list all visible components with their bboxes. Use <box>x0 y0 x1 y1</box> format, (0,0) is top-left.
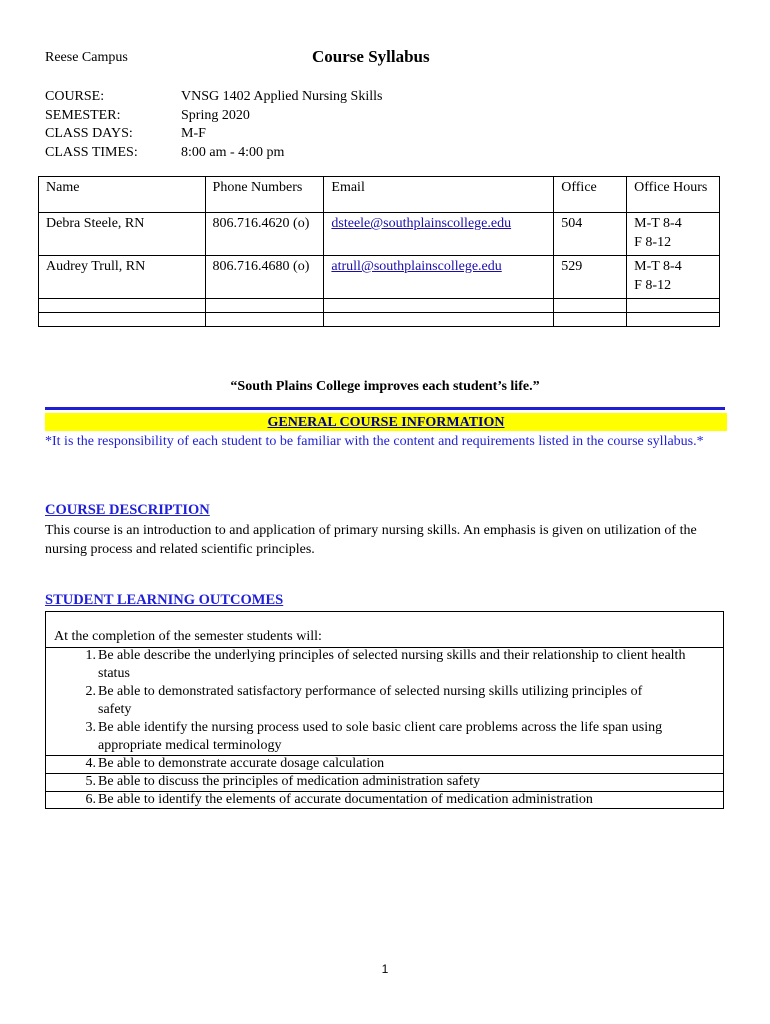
outcomes-intro: At the completion of the semester students will: <box>54 629 322 644</box>
table-header-row <box>39 177 720 213</box>
course-info-row <box>45 107 382 126</box>
outcome-line: status <box>98 666 130 681</box>
semester-label: SEMESTER: <box>45 107 121 123</box>
hours-line: M-T 8-4 <box>634 216 682 231</box>
header-email: Email <box>324 177 554 213</box>
instructor-email-link[interactable]: dsteele@southplainscollege.edu <box>331 216 512 231</box>
instructor-name: Debra Steele, RN <box>39 213 206 256</box>
table-row <box>39 213 720 256</box>
course-description-text: This course is an introduction to and application of primary nursing skills. An emphasis is given on utilization of the nursing process and related scientific principles. <box>45 523 697 557</box>
document-title: Course Syllabus <box>312 47 430 66</box>
empty-table-row <box>39 299 720 313</box>
course-info-row <box>45 144 382 163</box>
table-row <box>39 256 720 299</box>
outcome-number: 1. <box>85 648 96 663</box>
responsibility-notice: *It is the responsibility of each student to be familiar with the content and requirements listed in the course syllabus.* <box>45 434 704 449</box>
course-info-row <box>45 88 382 107</box>
instructor-email-link[interactable]: atrull@southplainscollege.edu <box>331 259 502 274</box>
course-value: VNSG 1402 Applied Nursing Skills <box>181 89 383 104</box>
page-number: 1 <box>381 962 389 976</box>
course-info <box>45 88 382 162</box>
faculty-table <box>38 176 720 327</box>
outcome-text <box>98 719 719 755</box>
class-days-label: CLASS DAYS: <box>45 126 133 141</box>
learning-outcomes-box <box>45 611 724 809</box>
outcome-number: 2. <box>85 684 96 699</box>
outcome-number: 5. <box>85 774 96 789</box>
outcome-line: Be able describe the underlying principles of selected nursing skills and their relationship to client health <box>98 648 686 663</box>
class-times-value: 8:00 am - 4:00 pm <box>181 144 285 160</box>
header-name: Name <box>39 177 206 213</box>
course-info-row <box>45 125 382 144</box>
instructor-name: Audrey Trull, RN <box>39 256 206 299</box>
hours-line: F 8-12 <box>634 277 672 293</box>
outcome-line: Be able identify the nursing process used to sole basic client care problems across the life span using <box>98 720 663 735</box>
course-description-heading: COURSE DESCRIPTION <box>45 502 210 518</box>
instructor-hours <box>627 256 720 299</box>
instructor-phone: 806.716.4620 (o) <box>205 213 324 256</box>
header-phone: Phone Numbers <box>205 177 324 213</box>
instructor-office: 529 <box>554 256 627 299</box>
outcome-text <box>98 683 719 719</box>
outcome-line: safety <box>98 702 132 717</box>
empty-table-row <box>39 313 720 327</box>
header-office: Office <box>554 177 627 213</box>
outcome-line: Be able to identify the elements of accurate documentation of medication administration <box>98 792 593 807</box>
header-office-hours: Office Hours <box>627 177 720 213</box>
learning-outcomes-heading: STUDENT LEARNING OUTCOMES <box>45 592 284 608</box>
outcome-line: Be able to discuss the principles of medication administration safety <box>98 774 481 789</box>
outcome-text <box>98 647 719 683</box>
class-days-value: M-F <box>181 126 206 141</box>
college-motto: “South Plains College improves each student’s life.” <box>230 379 540 394</box>
instructor-office: 504 <box>554 213 627 256</box>
hours-line: F 8-12 <box>634 234 672 250</box>
course-label: COURSE: <box>45 89 105 104</box>
outcome-line: Be able to demonstrated satisfactory performance of selected nursing skills utilizing principles of <box>98 684 643 699</box>
hours-line: M-T 8-4 <box>634 259 682 274</box>
outcome-line: appropriate medical terminology <box>98 738 282 753</box>
section-divider <box>45 407 725 410</box>
class-times-label: CLASS TIMES: <box>45 144 138 160</box>
outcome-number: 4. <box>85 756 96 771</box>
instructor-phone: 806.716.4680 (o) <box>205 256 324 299</box>
outcome-number: 6. <box>85 792 96 807</box>
campus-name: Reese Campus <box>45 50 128 65</box>
general-info-heading: GENERAL COURSE INFORMATION <box>45 413 727 431</box>
outcome-number: 3. <box>85 720 96 735</box>
outcome-line: Be able to demonstrate accurate dosage calculation <box>98 756 385 771</box>
semester-value: Spring 2020 <box>181 107 250 123</box>
instructor-hours <box>627 213 720 256</box>
